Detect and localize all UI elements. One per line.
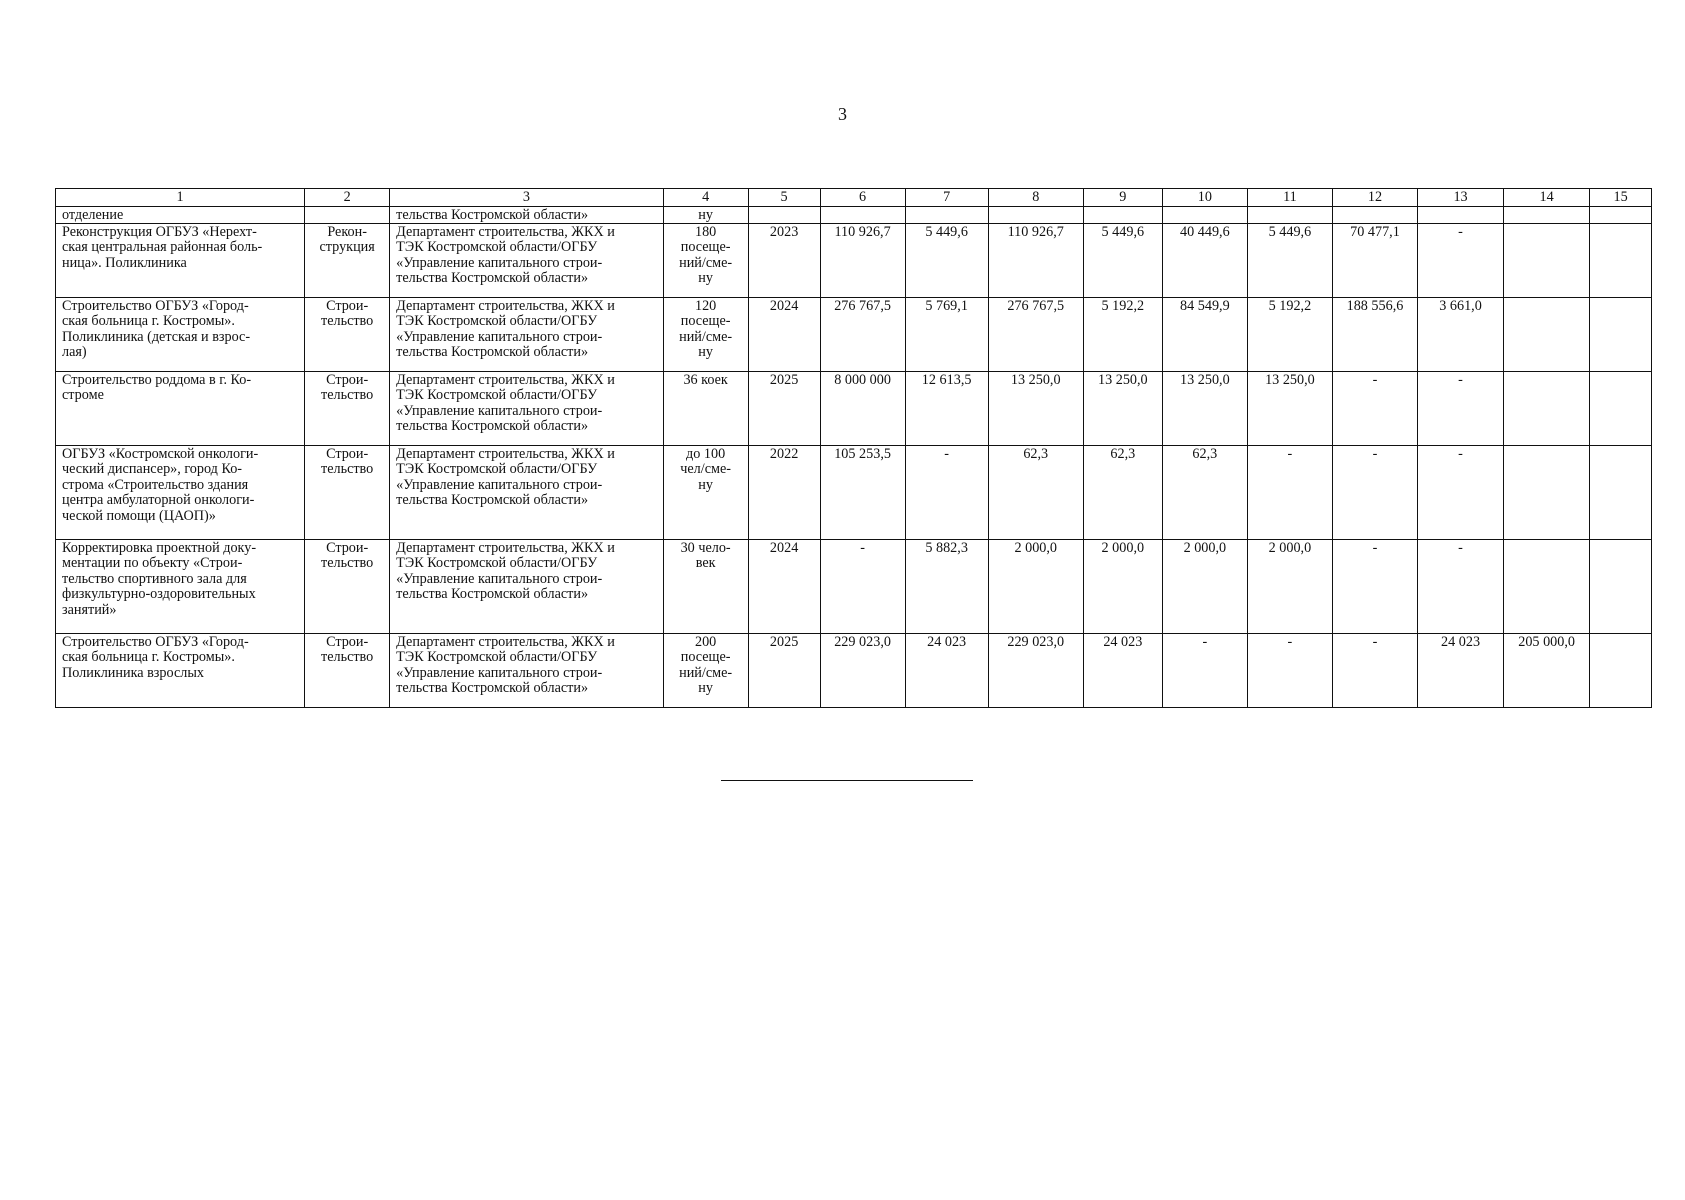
- value-cell: 2 000,0: [1247, 540, 1332, 634]
- cell-line: ская больница г. Костромы».: [62, 313, 235, 330]
- value-cell: 229 023,0: [988, 634, 1083, 708]
- cell-line: Строительство ОГБУЗ «Город-: [62, 298, 249, 314]
- cell-line: физкультурно-оздоровительных: [62, 586, 256, 603]
- value-cell: 62,3: [988, 446, 1083, 540]
- table-row: [56, 634, 1652, 708]
- cell-line: струкция: [319, 239, 375, 256]
- cell-line: ская больница г. Костромы».: [62, 649, 235, 666]
- customer-cell: [390, 446, 663, 540]
- cell-line: Корректировка проектной доку-: [62, 540, 257, 556]
- value-cell: [1590, 446, 1652, 540]
- cell-line: «Управление капитального строи-: [396, 328, 603, 345]
- cell-line: тельство: [321, 461, 374, 478]
- object-name-cell: [56, 224, 305, 298]
- capacity-cell: [663, 372, 748, 446]
- value-cell: -: [1162, 634, 1247, 708]
- value-cell: 229 023,0: [820, 634, 905, 708]
- value-cell: -: [1418, 372, 1504, 446]
- cell-line: тельства Костромской области»: [396, 586, 589, 603]
- cell-line: строме: [62, 387, 104, 404]
- value-cell: [1504, 298, 1590, 372]
- cell-line: 120: [694, 298, 717, 314]
- value-cell: [1504, 446, 1590, 540]
- value-cell: -: [1418, 446, 1504, 540]
- customer-cell: [390, 298, 663, 372]
- value-cell: 2024: [748, 540, 820, 634]
- column-number-row: [56, 189, 1652, 207]
- value-cell: 3 661,0: [1418, 298, 1504, 372]
- cell-line: тельства Костромской области»: [396, 270, 589, 287]
- value-cell: [1590, 372, 1652, 446]
- cell-line: ний/сме-: [679, 664, 733, 681]
- customer-cell: [390, 634, 663, 708]
- value-cell: -: [1332, 540, 1417, 634]
- column-number: 11: [1247, 189, 1332, 207]
- value-cell: 2 000,0: [988, 540, 1083, 634]
- column-number: 9: [1083, 189, 1162, 207]
- value-cell: 24 023: [1418, 634, 1504, 708]
- cell-line: ний/сме-: [679, 254, 733, 271]
- value-cell: [1332, 207, 1417, 224]
- cell-line: ментации по объекту «Строи-: [62, 555, 243, 572]
- value-cell: 13 250,0: [1162, 372, 1247, 446]
- value-cell: [1504, 540, 1590, 634]
- value-cell: 105 253,5: [820, 446, 905, 540]
- cell-line: Реконструкция ОГБУЗ «Нерехт-: [62, 224, 257, 240]
- cell-line: ну: [698, 344, 713, 361]
- customer-cell: [390, 540, 663, 634]
- capacity-cell: [663, 446, 748, 540]
- work-type-cell: [305, 207, 390, 224]
- value-cell: 5 769,1: [905, 298, 988, 372]
- column-number: 8: [988, 189, 1083, 207]
- cell-line: 36 коек: [683, 372, 728, 388]
- value-cell: [1504, 224, 1590, 298]
- value-cell: 5 449,6: [905, 224, 988, 298]
- value-cell: [1590, 540, 1652, 634]
- table-row: [56, 540, 1652, 634]
- cell-line: ну: [698, 476, 713, 493]
- capacity-cell: ну: [663, 207, 748, 224]
- cell-line: Строительство роддома в г. Ко-: [62, 372, 252, 388]
- value-cell: 2025: [748, 634, 820, 708]
- column-number: 4: [663, 189, 748, 207]
- cell-line: Департамент строительства, ЖКХ и: [396, 298, 615, 314]
- value-cell: -: [1247, 634, 1332, 708]
- value-cell: -: [1418, 540, 1504, 634]
- cell-line: посеще-: [680, 239, 731, 256]
- value-cell: [1504, 207, 1590, 224]
- table-row: [56, 298, 1652, 372]
- value-cell: 62,3: [1083, 446, 1162, 540]
- cell-line: ТЭК Костромской области/ОГБУ: [396, 555, 598, 572]
- cell-line: ская центральная районная боль-: [62, 239, 263, 256]
- value-cell: 40 449,6: [1162, 224, 1247, 298]
- work-type-cell: [305, 298, 390, 372]
- column-number: 3: [390, 189, 663, 207]
- work-type-cell: [305, 372, 390, 446]
- cell-line: тельства Костромской области»: [396, 418, 589, 435]
- page-number: 3: [838, 104, 847, 124]
- value-cell: [1590, 207, 1652, 224]
- cell-line: Департамент строительства, ЖКХ и: [396, 224, 615, 240]
- cell-line: Департамент строительства, ЖКХ и: [396, 540, 615, 556]
- object-name-cell: [56, 540, 305, 634]
- cell-line: 200: [694, 634, 717, 650]
- value-cell: 5 449,6: [1083, 224, 1162, 298]
- value-cell: 8 000 000: [820, 372, 905, 446]
- object-name-cell: [56, 446, 305, 540]
- column-number: 7: [905, 189, 988, 207]
- cell-line: Департамент строительства, ЖКХ и: [396, 372, 615, 388]
- cell-line: 30 чело-: [680, 540, 731, 556]
- cell-line: ТЭК Костромской области/ОГБУ: [396, 313, 598, 330]
- value-cell: 110 926,7: [988, 224, 1083, 298]
- end-of-document-rule: [721, 780, 973, 781]
- cell-line: центра амбулаторной онкологи-: [62, 492, 255, 509]
- value-cell: 205 000,0: [1504, 634, 1590, 708]
- cell-line: ТЭК Костромской области/ОГБУ: [396, 461, 598, 478]
- table-row: [56, 224, 1652, 298]
- value-cell: [1418, 207, 1504, 224]
- cell-line: ческой помощи (ЦАОП)»: [62, 507, 216, 524]
- value-cell: [1504, 372, 1590, 446]
- continuation-row: [56, 207, 1652, 224]
- cell-line: Поликлиника (детская и взрос-: [62, 328, 251, 345]
- capacity-cell: [663, 298, 748, 372]
- value-cell: 12 613,5: [905, 372, 988, 446]
- cell-line: занятий»: [62, 601, 117, 618]
- cell-line: тельство: [321, 555, 374, 572]
- cell-line: Строи-: [326, 540, 369, 556]
- capacity-cell: [663, 540, 748, 634]
- column-number: 12: [1332, 189, 1417, 207]
- value-cell: [1590, 224, 1652, 298]
- customer-cell: [390, 224, 663, 298]
- customer-cell: [390, 372, 663, 446]
- column-number: 6: [820, 189, 905, 207]
- value-cell: 2022: [748, 446, 820, 540]
- value-cell: 24 023: [1083, 634, 1162, 708]
- value-cell: 2025: [748, 372, 820, 446]
- value-cell: 276 767,5: [988, 298, 1083, 372]
- capacity-cell: [663, 634, 748, 708]
- cell-line: ТЭК Костромской области/ОГБУ: [396, 387, 598, 404]
- value-cell: [820, 207, 905, 224]
- value-cell: -: [905, 446, 988, 540]
- value-cell: -: [820, 540, 905, 634]
- value-cell: 2 000,0: [1083, 540, 1162, 634]
- value-cell: -: [1247, 446, 1332, 540]
- value-cell: 62,3: [1162, 446, 1247, 540]
- cell-line: «Управление капитального строи-: [396, 476, 603, 493]
- value-cell: [1590, 634, 1652, 708]
- object-name-cell: [56, 634, 305, 708]
- value-cell: 110 926,7: [820, 224, 905, 298]
- column-number: 14: [1504, 189, 1590, 207]
- value-cell: 13 250,0: [1247, 372, 1332, 446]
- column-number: 2: [305, 189, 390, 207]
- cell-line: лая): [62, 344, 87, 361]
- column-number: 13: [1418, 189, 1504, 207]
- cell-line: ОГБУЗ «Костромской онкологи-: [62, 446, 259, 462]
- column-number: 15: [1590, 189, 1652, 207]
- value-cell: [1590, 298, 1652, 372]
- cell-line: век: [695, 555, 716, 572]
- cell-line: чел/сме-: [680, 461, 731, 478]
- value-cell: 188 556,6: [1332, 298, 1417, 372]
- work-type-cell: [305, 540, 390, 634]
- cell-line: посеще-: [680, 649, 731, 666]
- cell-line: Департамент строительства, ЖКХ и: [396, 634, 615, 650]
- column-number: 5: [748, 189, 820, 207]
- value-cell: [1083, 207, 1162, 224]
- value-cell: 2 000,0: [1162, 540, 1247, 634]
- cell-line: тельство: [321, 313, 374, 330]
- value-cell: [748, 207, 820, 224]
- object-name-cell: [56, 372, 305, 446]
- cell-line: тельство спортивного зала для: [62, 570, 247, 587]
- table-row: [56, 446, 1652, 540]
- column-number: 10: [1162, 189, 1247, 207]
- cell-line: посеще-: [680, 313, 731, 330]
- cell-line: тельство: [321, 649, 374, 666]
- object-name-cell: [56, 298, 305, 372]
- capacity-cell: [663, 224, 748, 298]
- cell-line: ница». Поликлиника: [62, 254, 187, 271]
- cell-line: ну: [698, 680, 713, 697]
- cell-line: Строи-: [326, 298, 369, 314]
- investment-objects-table: [55, 188, 1652, 708]
- cell-line: ческий диспансер», город Ко-: [62, 461, 243, 478]
- work-type-cell: [305, 634, 390, 708]
- cell-line: до 100: [686, 446, 726, 462]
- value-cell: 5 449,6: [1247, 224, 1332, 298]
- value-cell: -: [1332, 372, 1417, 446]
- value-cell: -: [1332, 446, 1417, 540]
- cell-line: «Управление капитального строи-: [396, 402, 603, 419]
- value-cell: 276 767,5: [820, 298, 905, 372]
- cell-line: ТЭК Костромской области/ОГБУ: [396, 239, 598, 256]
- cell-line: тельства Костромской области»: [396, 680, 589, 697]
- work-type-cell: [305, 224, 390, 298]
- value-cell: 13 250,0: [1083, 372, 1162, 446]
- value-cell: [1247, 207, 1332, 224]
- cell-line: ну: [698, 270, 713, 287]
- value-cell: [1162, 207, 1247, 224]
- cell-line: «Управление капитального строи-: [396, 570, 603, 587]
- value-cell: -: [1332, 634, 1417, 708]
- cell-line: ТЭК Костромской области/ОГБУ: [396, 649, 598, 666]
- value-cell: 2024: [748, 298, 820, 372]
- cell-line: тельство: [321, 387, 374, 404]
- cell-line: Строи-: [326, 446, 369, 462]
- value-cell: [905, 207, 988, 224]
- cell-line: Департамент строительства, ЖКХ и: [396, 446, 615, 462]
- work-type-cell: [305, 446, 390, 540]
- value-cell: 5 882,3: [905, 540, 988, 634]
- value-cell: 5 192,2: [1083, 298, 1162, 372]
- value-cell: 84 549,9: [1162, 298, 1247, 372]
- value-cell: 13 250,0: [988, 372, 1083, 446]
- column-number: 1: [56, 189, 305, 207]
- cell-line: Строительство ОГБУЗ «Город-: [62, 634, 249, 650]
- value-cell: [988, 207, 1083, 224]
- cell-line: «Управление капитального строи-: [396, 664, 603, 681]
- object-name-cell: отделение: [56, 207, 305, 224]
- cell-line: строма «Строительство здания: [62, 476, 249, 493]
- cell-line: Рекон-: [327, 224, 367, 240]
- value-cell: 2023: [748, 224, 820, 298]
- value-cell: 70 477,1: [1332, 224, 1417, 298]
- value-cell: 24 023: [905, 634, 988, 708]
- cell-line: Строи-: [326, 634, 369, 650]
- customer-cell: тельства Костромской области»: [390, 207, 663, 224]
- value-cell: 5 192,2: [1247, 298, 1332, 372]
- cell-line: тельства Костромской области»: [396, 344, 589, 361]
- cell-line: «Управление капитального строи-: [396, 254, 603, 271]
- cell-line: 180: [694, 224, 717, 240]
- value-cell: -: [1418, 224, 1504, 298]
- cell-line: тельства Костромской области»: [396, 492, 589, 509]
- cell-line: ний/сме-: [679, 328, 733, 345]
- cell-line: Поликлиника взрослых: [62, 664, 204, 681]
- table-row: [56, 372, 1652, 446]
- cell-line: Строи-: [326, 372, 369, 388]
